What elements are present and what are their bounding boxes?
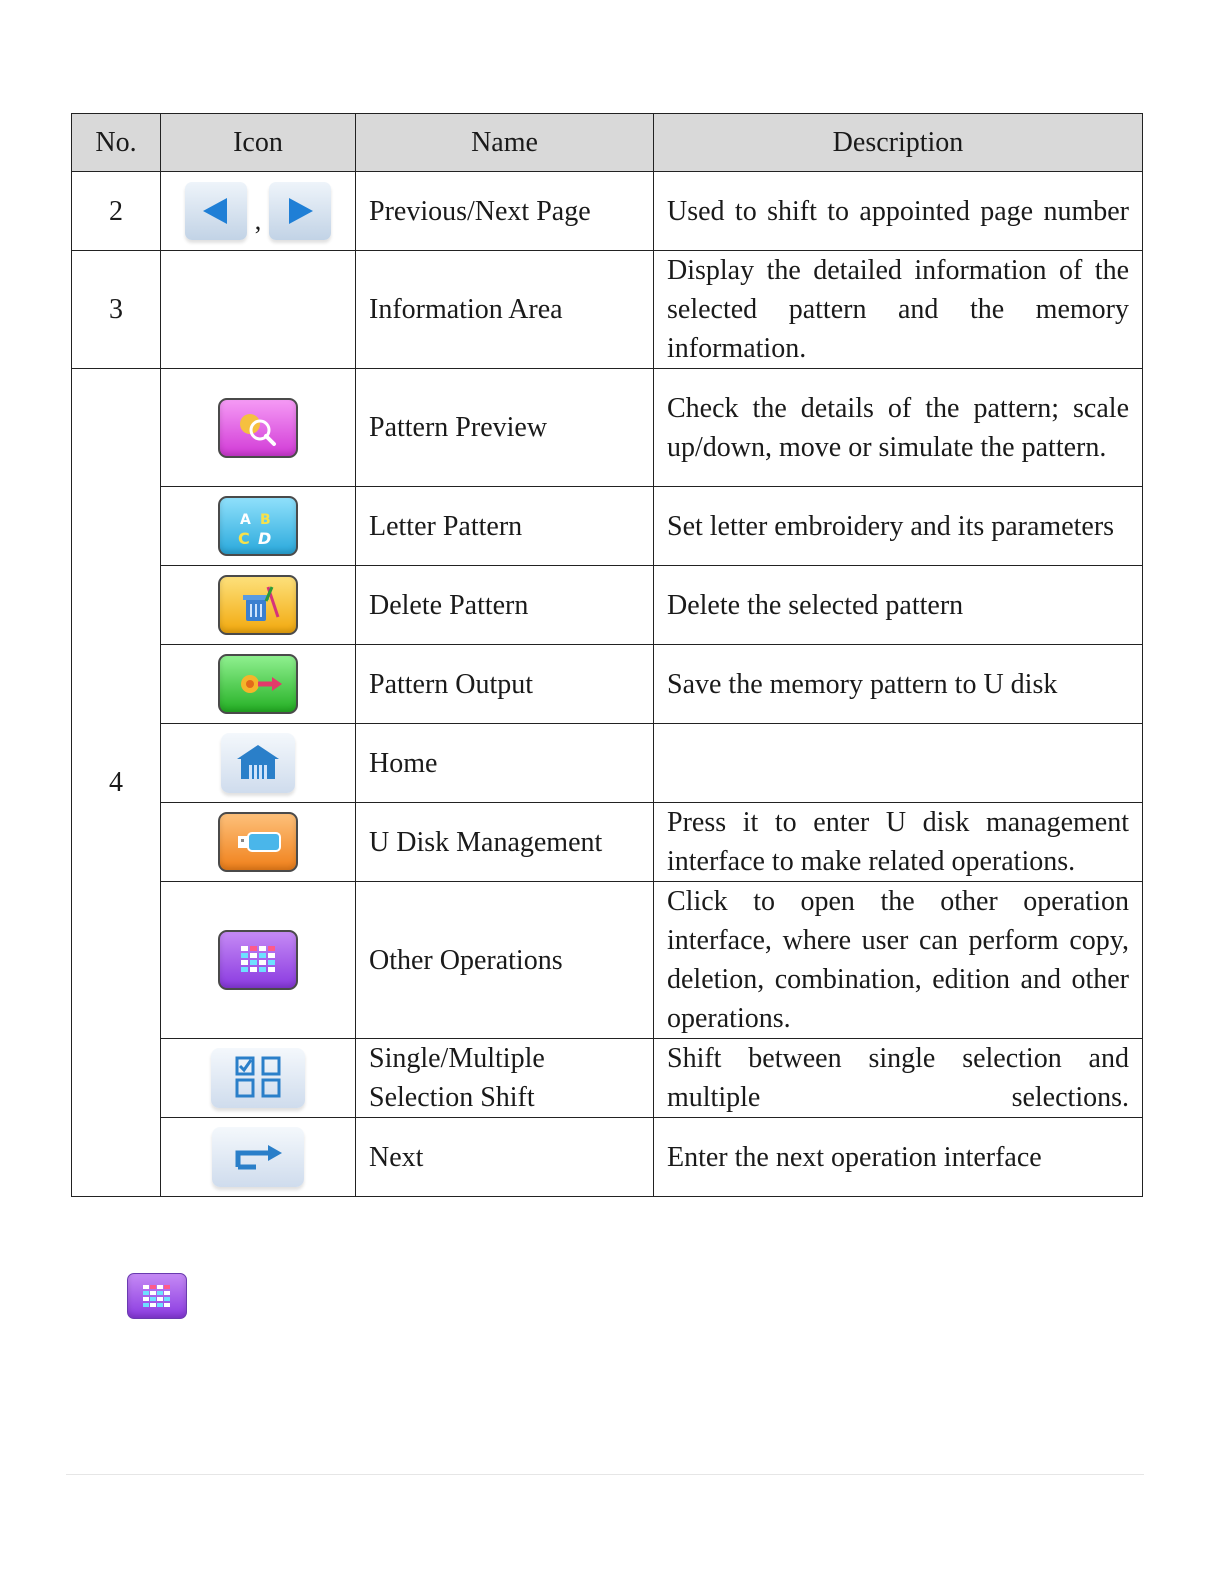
other-operations-icon: [218, 930, 298, 990]
icon-cell: [161, 724, 356, 803]
row-description: Shift between single selection and multiple selections.: [654, 1039, 1143, 1118]
row-name: Information Area: [356, 251, 654, 369]
row-description: Delete the selected pattern: [654, 566, 1143, 645]
row-name: Home: [356, 724, 654, 803]
row-name: Other Operations: [356, 882, 654, 1039]
row-description: Display the detailed information of the selected pattern and the memory information.: [654, 251, 1143, 369]
pattern-preview-icon: [218, 398, 298, 458]
row-name: Letter Pattern: [356, 487, 654, 566]
icon-cell: [161, 645, 356, 724]
svg-text:B: B: [260, 512, 271, 528]
table-row: [72, 566, 1143, 645]
table-row: [72, 1039, 1143, 1118]
selection-shift-icon: [211, 1048, 305, 1108]
table-row: [72, 172, 1143, 251]
table-row: [72, 1118, 1143, 1197]
next-icon: [212, 1127, 304, 1187]
svg-text:C: C: [238, 529, 250, 548]
table-header-row: [72, 114, 1143, 172]
header-name: Name: [356, 114, 654, 172]
icon-cell: [161, 369, 356, 487]
row-number: 4: [72, 369, 161, 1197]
row-description: [654, 724, 1143, 803]
row-description: Enter the next operation interface: [654, 1118, 1143, 1197]
table-row: [72, 487, 1143, 566]
other-operations-icon: [127, 1273, 187, 1319]
table-row: [72, 645, 1143, 724]
svg-text:A: A: [240, 512, 251, 528]
u-disk-icon: [218, 812, 298, 872]
icon-cell: [161, 251, 356, 369]
row-name: Next: [356, 1118, 654, 1197]
icon-separator: ,: [254, 206, 262, 235]
row-name: Single/Multiple Selection Shift: [356, 1039, 654, 1118]
row-description: Save the memory pattern to U disk: [654, 645, 1143, 724]
row-number: 3: [72, 251, 161, 369]
row-name: Delete Pattern: [356, 566, 654, 645]
icon-cell: [161, 1039, 356, 1118]
icon-cell: [161, 1118, 356, 1197]
icon-cell: [161, 487, 356, 566]
row-description: Check the details of the pattern; scale up/down, move or simulate the pattern.: [654, 369, 1143, 487]
icon-cell: [161, 172, 356, 251]
row-name: Previous/Next Page: [356, 172, 654, 251]
icon-cell: [161, 882, 356, 1039]
icon-cell: [161, 803, 356, 882]
row-name: Pattern Output: [356, 645, 654, 724]
page-divider: [66, 1474, 1144, 1475]
table-row: [72, 882, 1143, 1039]
svg-text:D: D: [258, 529, 272, 548]
home-icon: [221, 733, 295, 793]
row-description: Click to open the other operation interface, where user can perform copy, deletion, combination, edition and other operations.: [654, 882, 1143, 1039]
row-number: 2: [72, 172, 161, 251]
table-row: [72, 724, 1143, 803]
table-row: [72, 369, 1143, 487]
left-arrow-icon: [185, 182, 247, 240]
table-row: [72, 803, 1143, 882]
delete-pattern-icon: [218, 575, 298, 635]
header-no: No.: [72, 114, 161, 172]
icon-reference-table: [71, 113, 1143, 1197]
header-icon: Icon: [161, 114, 356, 172]
table-row: [72, 251, 1143, 369]
icon-cell: [161, 566, 356, 645]
row-description: Set letter embroidery and its parameters: [654, 487, 1143, 566]
row-description: Used to shift to appointed page number: [654, 172, 1143, 251]
letter-pattern-icon: [218, 496, 298, 556]
pattern-output-icon: [218, 654, 298, 714]
header-description: Description: [654, 114, 1143, 172]
row-name: Pattern Preview: [356, 369, 654, 487]
row-name: U Disk Management: [356, 803, 654, 882]
row-description: Press it to enter U disk management interface to make related operations.: [654, 803, 1143, 882]
right-arrow-icon: [269, 182, 331, 240]
